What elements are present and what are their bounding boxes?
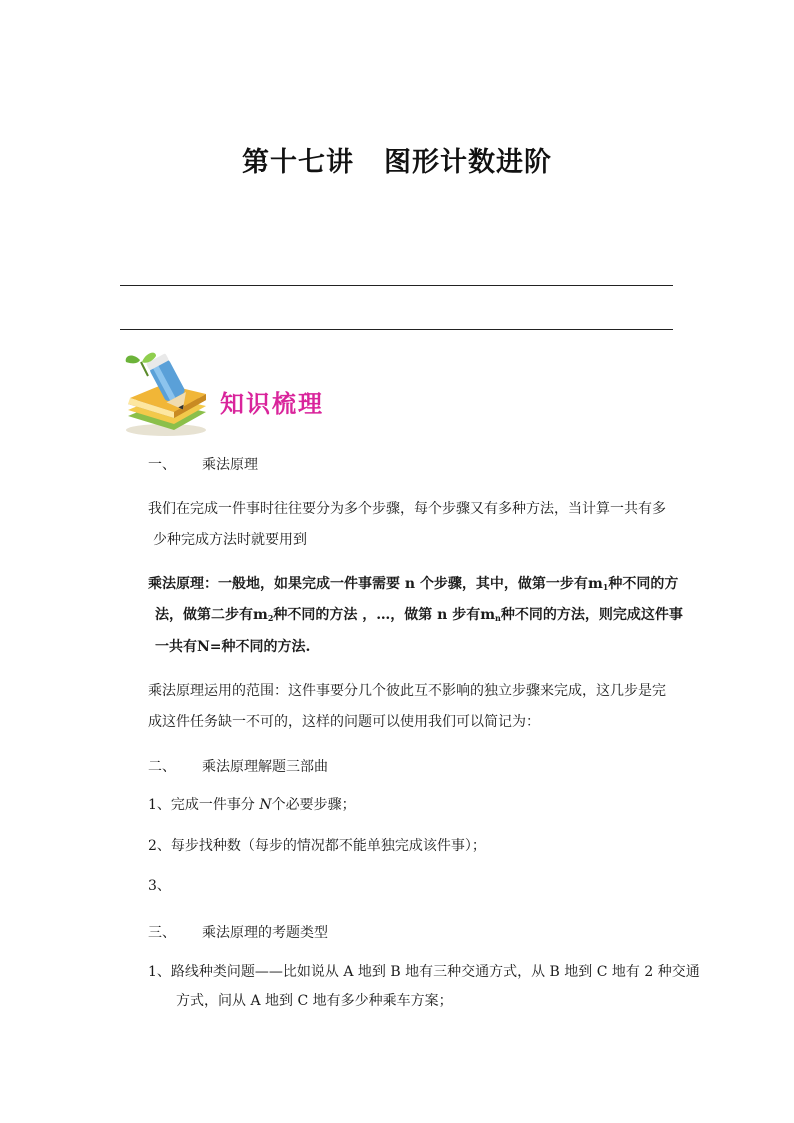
step-item: 3、 bbox=[148, 878, 171, 894]
principle-line-1: 乘法原理：一般地，如果完成一件事需要 n 个步骤，其中，做第一步有$m_1$种不同的方 bbox=[148, 576, 679, 592]
type-item: 1、路线种类问题——比如说从 A 地到 B 地有三种交通方式，从 B 地到 C 地有 2 种交通 bbox=[148, 964, 700, 980]
step-item: 1、完成一件事分 N个必要步骤； bbox=[148, 797, 356, 813]
heading-1: 一、 乘法原理 bbox=[148, 457, 258, 473]
principle-line-3: 一共有N=种不同的方法. bbox=[155, 639, 311, 655]
heading-2: 二、 乘法原理解题三部曲 bbox=[148, 759, 328, 775]
lecture-number: 第十七讲 bbox=[242, 147, 354, 178]
divider-line bbox=[120, 329, 673, 330]
paragraph-line: 乘法原理运用的范围：这件事要分几个彼此互不影响的独立步骤来完成，这几步是完 bbox=[148, 683, 666, 699]
principle-line-2: 法，做第二步有$m_2$种不同的方法 ，…，做第 n 步有$m_n$种不同的方法，则完成这件事 bbox=[155, 607, 683, 623]
section-title: 知识梳理 bbox=[220, 389, 324, 418]
paragraph-line: 成这件任务缺一不可的，这样的问题可以使用我们可以简记为： bbox=[148, 714, 540, 730]
type-item: 方式，问从 A 地到 C 地有多少种乘车方案； bbox=[176, 993, 453, 1009]
divider-line bbox=[120, 285, 673, 286]
page-title bbox=[0, 140, 794, 179]
books-pencil-icon bbox=[122, 350, 214, 438]
heading-3: 三、 乘法原理的考题类型 bbox=[148, 925, 328, 941]
paragraph-line: 我们在完成一件事时往往要分为多个步骤，每个步骤又有多种方法，当计算一共有多 bbox=[148, 501, 666, 517]
paragraph-line: 少种完成方法时就要用到 bbox=[153, 532, 307, 548]
lecture-topic: 图形计数进阶 bbox=[384, 147, 552, 178]
step-item: 2、每步找种数（每步的情况都不能单独完成该件事）； bbox=[148, 838, 486, 854]
